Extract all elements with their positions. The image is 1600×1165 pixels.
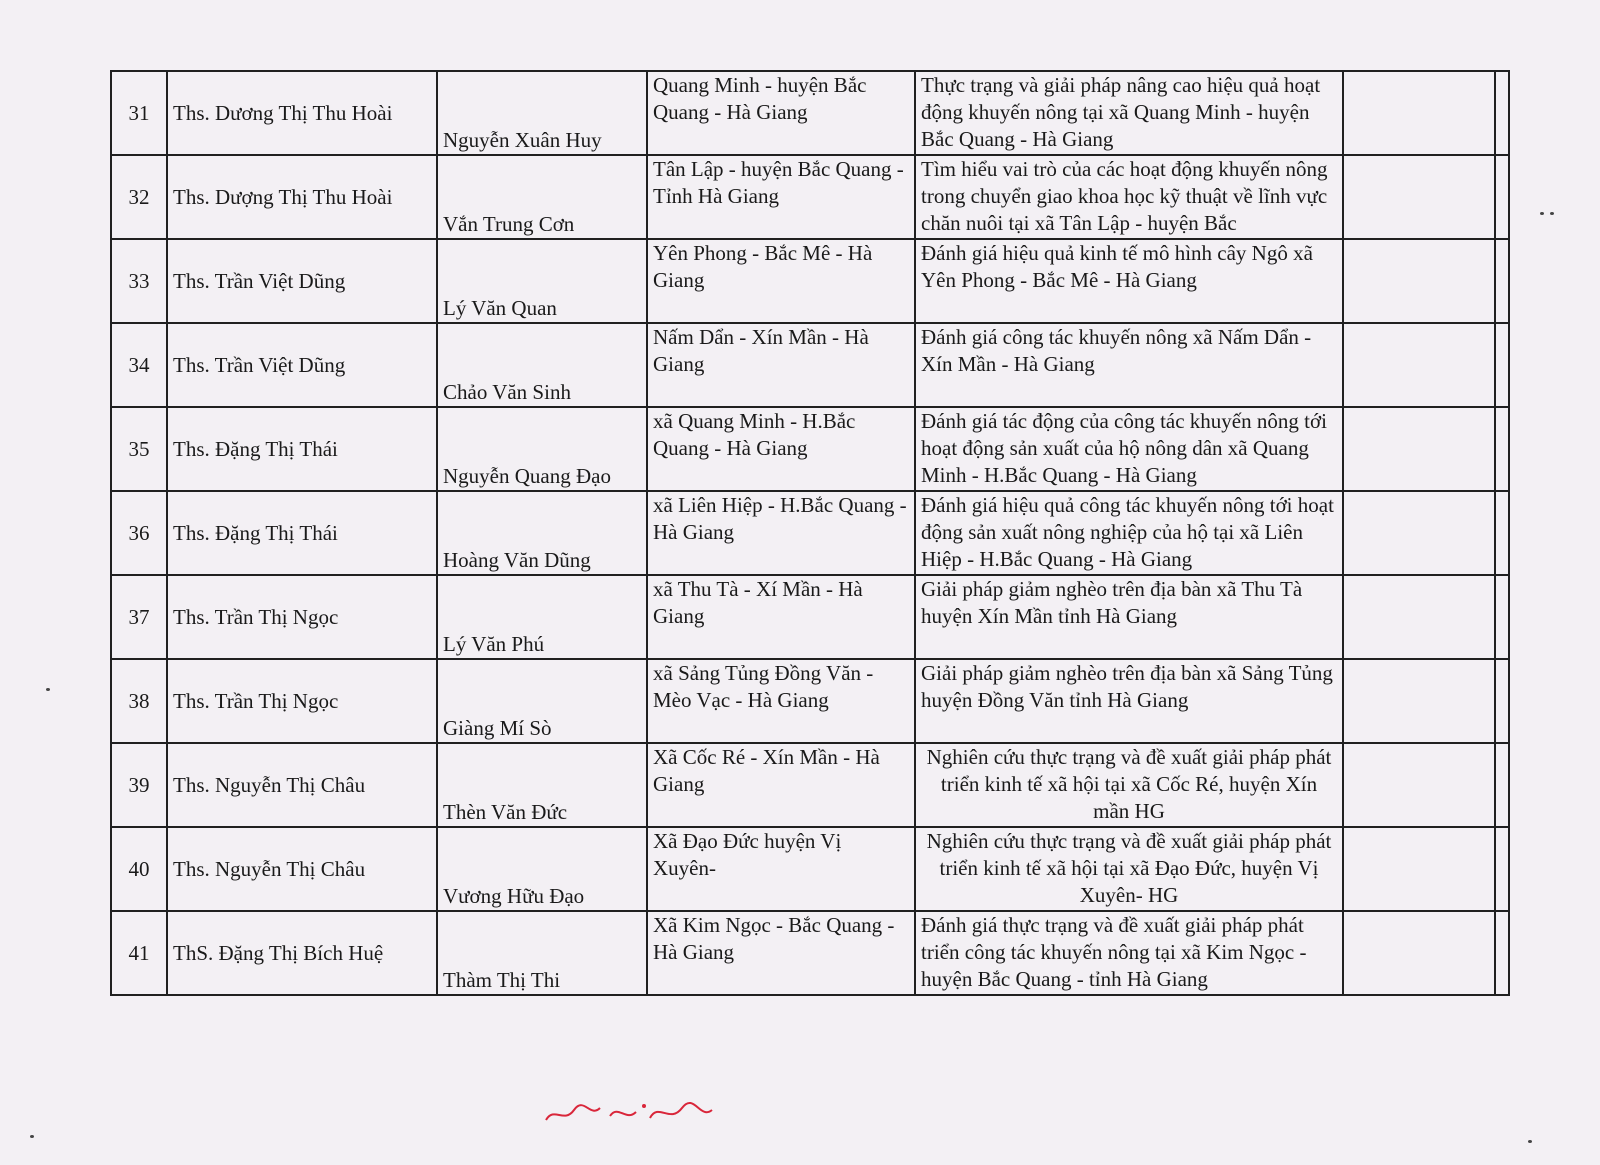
internship-location: Quang Minh - huyện Bắc Quang - Hà Giang (647, 71, 915, 155)
student-name: Lý Văn Quan (437, 239, 647, 323)
supervisor-name: Ths. Dượng Thị Thu Hoài (167, 155, 437, 239)
notes-cell (1343, 743, 1495, 827)
row-number: 36 (111, 491, 167, 575)
supervisor-name: Ths. Đặng Thị Thái (167, 407, 437, 491)
notes-cell (1343, 575, 1495, 659)
supervisor-name: Ths. Đặng Thị Thái (167, 491, 437, 575)
table-row (111, 155, 1509, 239)
student-name: Nguyễn Xuân Huy (437, 71, 647, 155)
table-body (111, 71, 1509, 995)
student-name: Vương Hữu Đạo (437, 827, 647, 911)
internship-location: Xã Cốc Ré - Xín Mần - Hà Giang (647, 743, 915, 827)
thesis-topic: Đánh giá hiệu quả kinh tế mô hình cây Ngô xã Yên Phong - Bắc Mê - Hà Giang (915, 239, 1343, 323)
row-number: 33 (111, 239, 167, 323)
row-number: 41 (111, 911, 167, 995)
row-number: 39 (111, 743, 167, 827)
notes-cell (1343, 323, 1495, 407)
thesis-topic: Nghiên cứu thực trạng và đề xuất giải pháp phát triển kinh tế xã hội tại xã Cốc Ré, huyện Xín mần HG (915, 743, 1343, 827)
row-number: 37 (111, 575, 167, 659)
thesis-topic: Nghiên cứu thực trạng và đề xuất giải pháp phát triển kinh tế xã hội tại xã Đạo Đức, huyện Vị Xuyên- HG (915, 827, 1343, 911)
table-row (111, 659, 1509, 743)
thesis-topic: Đánh giá hiệu quả công tác khuyến nông tới hoạt động sản xuất nông nghiệp của hộ tại xã Liên Hiệp - H.Bắc Quang - Hà Giang (915, 491, 1343, 575)
scan-speck (1550, 212, 1554, 215)
notes-cell (1343, 911, 1495, 995)
supervisor-name: Ths. Nguyễn Thị Châu (167, 743, 437, 827)
student-name: Thàm Thị Thi (437, 911, 647, 995)
supervisor-name: Ths. Trần Thị Ngọc (167, 659, 437, 743)
margin-cell (1495, 323, 1509, 407)
table-row (111, 71, 1509, 155)
notes-cell (1343, 491, 1495, 575)
supervisor-name: Ths. Trần Việt Dũng (167, 323, 437, 407)
internship-location: xã Liên Hiệp - H.Bắc Quang - Hà Giang (647, 491, 915, 575)
student-name: Hoàng Văn Dũng (437, 491, 647, 575)
scan-speck (1528, 1140, 1532, 1143)
supervisor-name: Ths. Trần Thị Ngọc (167, 575, 437, 659)
margin-cell (1495, 71, 1509, 155)
margin-cell (1495, 743, 1509, 827)
margin-cell (1495, 407, 1509, 491)
table-row (111, 911, 1509, 995)
internship-location: Nấm Dẩn - Xín Mần - Hà Giang (647, 323, 915, 407)
notes-cell (1343, 659, 1495, 743)
row-number: 34 (111, 323, 167, 407)
notes-cell (1343, 827, 1495, 911)
student-name: Chảo Văn Sinh (437, 323, 647, 407)
margin-cell (1495, 155, 1509, 239)
row-number: 32 (111, 155, 167, 239)
table-row (111, 323, 1509, 407)
notes-cell (1343, 239, 1495, 323)
internship-location: Tân Lập - huyện Bắc Quang - Tỉnh Hà Giang (647, 155, 915, 239)
margin-cell (1495, 659, 1509, 743)
table-row (111, 827, 1509, 911)
table-row (111, 239, 1509, 323)
assignment-table (110, 70, 1510, 996)
thesis-topic: Thực trạng và giải pháp nâng cao hiệu quả hoạt động khuyến nông tại xã Quang Minh - huyện Bắc Quang - Hà Giang (915, 71, 1343, 155)
margin-cell (1495, 575, 1509, 659)
row-number: 40 (111, 827, 167, 911)
notes-cell (1343, 407, 1495, 491)
notes-cell (1343, 71, 1495, 155)
table-row (111, 743, 1509, 827)
thesis-topic: Giải pháp giảm nghèo trên địa bàn xã Sảng Tủng huyện Đồng Văn tỉnh Hà Giang (915, 659, 1343, 743)
scan-speck (1540, 212, 1544, 215)
supervisor-name: ThS. Đặng Thị Bích Huệ (167, 911, 437, 995)
supervisor-name: Ths. Nguyễn Thị Châu (167, 827, 437, 911)
margin-cell (1495, 239, 1509, 323)
thesis-topic: Giải pháp giảm nghèo trên địa bàn xã Thu Tà huyện Xín Mần tỉnh Hà Giang (915, 575, 1343, 659)
thesis-topic: Đánh giá công tác khuyến nông xã Nấm Dẩn - Xín Mần - Hà Giang (915, 323, 1343, 407)
scan-speck (30, 1135, 34, 1138)
thesis-topic: Tìm hiểu vai trò của các hoạt động khuyến nông trong chuyển giao khoa học kỹ thuật về lĩnh vực chăn nuôi tại xã Tân Lập - huyện Bắc (915, 155, 1343, 239)
internship-location: xã Thu Tà - Xí Mần - Hà Giang (647, 575, 915, 659)
internship-location: Yên Phong - Bắc Mê - Hà Giang (647, 239, 915, 323)
supervisor-name: Ths. Dương Thị Thu Hoài (167, 71, 437, 155)
internship-location: Xã Đạo Đức huyện Vị Xuyên- (647, 827, 915, 911)
margin-cell (1495, 827, 1509, 911)
student-name: Giàng Mí Sò (437, 659, 647, 743)
student-name: Lý Văn Phú (437, 575, 647, 659)
scan-speck (46, 688, 50, 691)
row-number: 31 (111, 71, 167, 155)
internship-location: xã Quang Minh - H.Bắc Quang - Hà Giang (647, 407, 915, 491)
notes-cell (1343, 155, 1495, 239)
student-name: Thèn Văn Đức (437, 743, 647, 827)
red-seal-stamp-icon (540, 1098, 720, 1128)
internship-location: Xã Kim Ngọc - Bắc Quang - Hà Giang (647, 911, 915, 995)
student-name: Nguyễn Quang Đạo (437, 407, 647, 491)
table-row (111, 407, 1509, 491)
thesis-topic: Đánh giá tác động của công tác khuyến nông tới hoạt động sản xuất của hộ nông dân xã Quang Minh - H.Bắc Quang - Hà Giang (915, 407, 1343, 491)
row-number: 38 (111, 659, 167, 743)
thesis-topic: Đánh giá thực trạng và đề xuất giải pháp phát triển công tác khuyến nông tại xã Kim Ngọc - huyện Bắc Quang - tỉnh Hà Giang (915, 911, 1343, 995)
margin-cell (1495, 911, 1509, 995)
row-number: 35 (111, 407, 167, 491)
table-row (111, 575, 1509, 659)
margin-cell (1495, 491, 1509, 575)
internship-location: xã Sảng Tủng Đồng Văn - Mèo Vạc - Hà Giang (647, 659, 915, 743)
table-row (111, 491, 1509, 575)
supervisor-name: Ths. Trần Việt Dũng (167, 239, 437, 323)
student-name: Vắn Trung Cơn (437, 155, 647, 239)
